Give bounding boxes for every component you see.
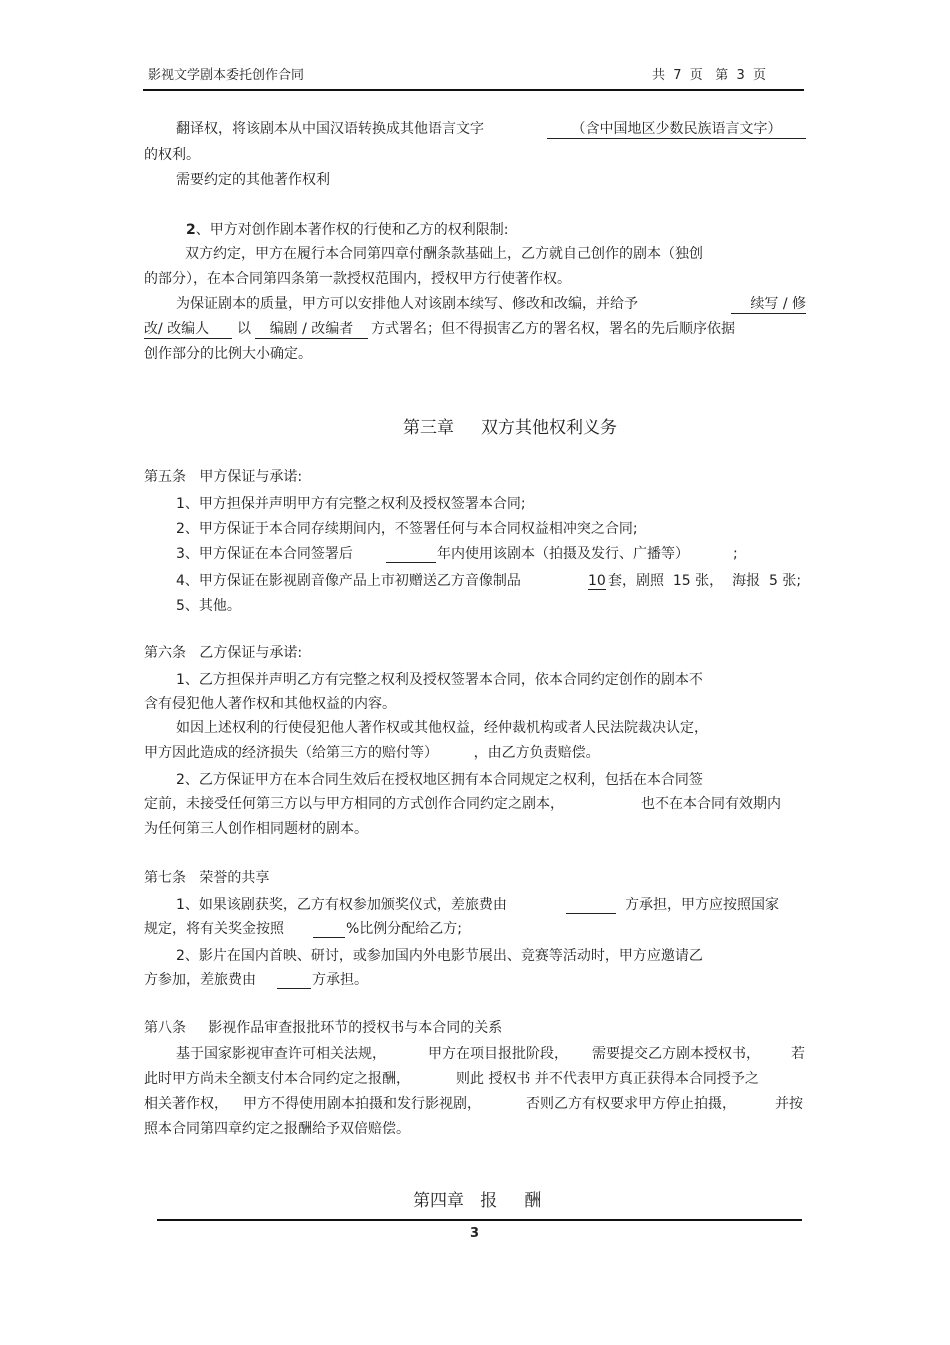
art7-item1-blank1 bbox=[566, 896, 616, 914]
clause2-paragraph2-line2: 方式署名；但不得损害乙方的署名权，署名的先后顺序依据 bbox=[371, 321, 735, 337]
art6-item1-line1: 1、乙方担保并声明乙方有完整之权利及授权签署本合同，依本合同约定创作的剧本不 bbox=[176, 672, 703, 688]
other-rights-label: 需要约定的其他著作权利 bbox=[176, 172, 330, 188]
chapter4-title: 第四章 报 酬 bbox=[413, 1191, 542, 1211]
art7-item2-line2-b: 方承担。 bbox=[312, 972, 368, 988]
art5-item4-num: 10 bbox=[588, 573, 606, 589]
art7-item2-line1: 2、影片在国内首映、研讨，或参加国内外电影节展出、竞赛等活动时，甲方应邀请乙 bbox=[176, 948, 703, 964]
art6-item1-line2: 含有侵犯他人著作权和其他权益的内容。 bbox=[144, 696, 396, 712]
art6-item1-line4: 甲方因此造成的经济损失（给第三方的赔付等） ，由乙方负责赔偿。 bbox=[144, 745, 600, 761]
art5-item3-blank bbox=[386, 545, 436, 563]
art8-line2-b: 则此 授权书 并不代表甲方真正获得本合同授予之 bbox=[456, 1071, 759, 1087]
art7-title: 第七条 荣誉的共享 bbox=[144, 870, 270, 886]
art5-item4-b: 套，剧照 15 张， 海报 5 张; bbox=[608, 573, 802, 589]
art7-item1-line2-b: %比例分配给乙方; bbox=[346, 921, 463, 937]
clause2-yi: 以 bbox=[237, 321, 251, 337]
art6-item2-line2-a: 定前，未接受任何第三方以与甲方相同的方式创作合同约定之剧本， bbox=[144, 796, 564, 812]
art8-title: 第八条 影视作品审查报批环节的授权书与本合同的关系 bbox=[144, 1020, 503, 1036]
art8-line3-a: 相关著作权， bbox=[144, 1096, 228, 1112]
art8-line2-a: 此时甲方尚未全额支付本合同约定之报酬， bbox=[144, 1071, 410, 1087]
art8-line1-a: 基于国家影视审查许可相关法规， bbox=[176, 1046, 386, 1062]
art7-item2-line2-a: 方参加，差旅费由 bbox=[144, 972, 256, 988]
art6-item2-line3: 为任何第三人创作相同题材的剧本。 bbox=[144, 821, 368, 837]
footer-divider bbox=[157, 1219, 802, 1221]
art5-item3-a: 3、甲方保证在本合同签署后 bbox=[176, 546, 353, 562]
art5-item5: 5、其他。 bbox=[176, 598, 241, 614]
clause2-paragraph1-line1: 双方约定，甲方在履行本合同第四章付酬条款基础上，乙方就自己创作的剧本（独创 bbox=[185, 246, 703, 262]
art7-item1-line1-a: 1、如果该剧获奖，乙方有权参加颁奖仪式，差旅费由 bbox=[176, 897, 507, 913]
clause2-fill-continuers-a: 续写 / 修 bbox=[731, 295, 806, 314]
art5-title: 第五条 甲方保证与承诺: bbox=[144, 469, 303, 485]
art7-item1-blank2 bbox=[313, 920, 345, 938]
clause2-title: 2、甲方对创作剧本著作权的行使和乙方的权利限制: bbox=[186, 222, 509, 238]
art7-item1-line1-b: 方承担，甲方应按照国家 bbox=[625, 897, 779, 913]
art8-line1-d: 若 bbox=[791, 1046, 805, 1062]
art8-line1-b: 甲方在项目报批阶段， bbox=[428, 1046, 568, 1062]
translation-right-label: 翻译权，将该剧本从中国汉语转换成其他语言文字 bbox=[176, 121, 484, 137]
art5-item2: 2、甲方保证于本合同存续期间内，不签署任何与本合同权益相冲突之合同; bbox=[176, 521, 638, 537]
clause2-fill-credit-method: 编剧 / 改编者 bbox=[255, 320, 368, 339]
art8-line4: 照本合同第四章约定之报酬给予双倍赔偿。 bbox=[144, 1121, 410, 1137]
art6-item2-line1: 2、乙方保证甲方在本合同生效后在授权地区拥有本合同规定之权利，包括在本合同签 bbox=[176, 772, 703, 788]
clause2-paragraph2-line3: 创作部分的比例大小确定。 bbox=[144, 346, 312, 362]
clause2-fill-continuers-b: 改/ 改编人 bbox=[144, 320, 232, 339]
footer-page-number: 3 bbox=[470, 1226, 480, 1241]
art5-item4-a: 4、甲方保证在影视剧音像产品上市初赠送乙方音像制品 bbox=[176, 573, 521, 589]
art7-item2-blank bbox=[277, 971, 311, 989]
chapter3-title: 第三章 双方其他权利义务 bbox=[403, 418, 618, 438]
clause2-paragraph2-line1: 为保证剧本的质量，甲方可以安排他人对该剧本续写、修改和改编，并给予 bbox=[176, 296, 638, 312]
header-doc-title: 影视文学剧本委托创作合同 bbox=[148, 68, 305, 83]
art6-item2-line2-b: 也不在本合同有效期内 bbox=[641, 796, 781, 812]
translation-right-fill: （含中国地区少数民族语言文字） bbox=[547, 120, 806, 139]
art5-item1: 1、甲方担保并声明甲方有完整之权利及授权签署本合同; bbox=[176, 496, 526, 512]
art8-line3-d: 并按 bbox=[775, 1096, 803, 1112]
clause2-paragraph1-line2: 的部分），在本合同第四条第一款授权范围内，授权甲方行使著作权。 bbox=[144, 271, 571, 287]
art6-item1-line3: 如因上述权利的行使侵犯他人著作权或其他权益，经仲裁机构或者人民法院裁决认定， bbox=[176, 720, 708, 736]
art8-line1-c: 需要提交乙方剧本授权书， bbox=[592, 1046, 760, 1062]
art5-item3-b: 年内使用该剧本（拍摄及发行、广播等） bbox=[437, 546, 689, 562]
art8-line3-b: 甲方不得使用剧本拍摄和发行影视剧， bbox=[243, 1096, 481, 1112]
art6-title: 第六条 乙方保证与承诺: bbox=[144, 645, 303, 661]
header-page-info: 共 7 页 第 3 页 bbox=[652, 68, 766, 83]
art5-item3-c: ; bbox=[733, 546, 738, 562]
translation-right-cont: 的权利。 bbox=[144, 147, 200, 163]
art8-line3-c: 否则乙方有权要求甲方停止拍摄， bbox=[526, 1096, 736, 1112]
header-divider bbox=[143, 89, 804, 91]
art7-item1-line2-a: 规定，将有关奖金按照 bbox=[144, 921, 284, 937]
